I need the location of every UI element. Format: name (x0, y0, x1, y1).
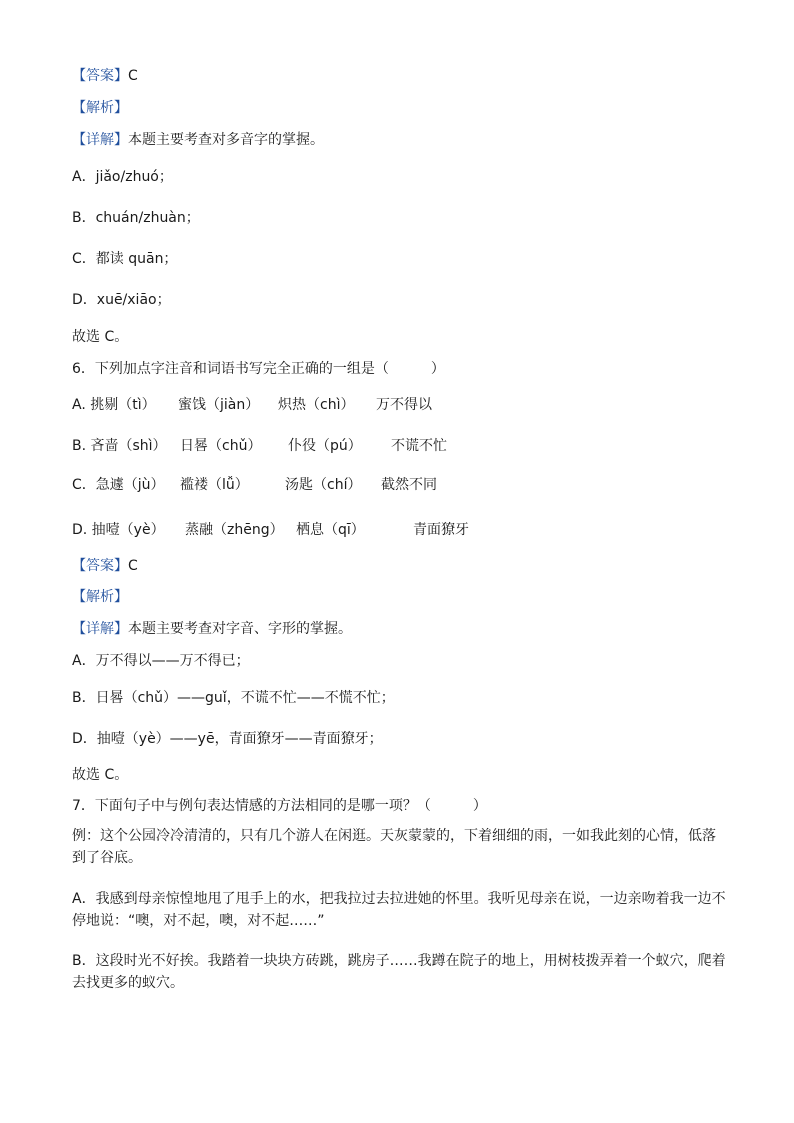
explanation-d: D．抽噎（yè）——yē，青面獠牙——青面獠牙； (72, 731, 383, 747)
detail-tag: 【详解】 (72, 621, 128, 637)
explanation-b: B．日晷（chǔ）——guǐ，不谎不忙——不慌不忙； (72, 690, 395, 706)
option-c-item: 截然不同 (381, 477, 437, 493)
answer-tag: 【答案】 (72, 68, 128, 84)
explanation-c: C．都读 quān； (72, 251, 178, 267)
option-d-item: D. 抽噎（yè） (72, 522, 165, 538)
analysis-tag: 【解析】 (72, 589, 128, 605)
option-c-item: 褴褛（lǚ） (180, 477, 249, 493)
answer-value: C (128, 558, 138, 574)
detail-text: 本题主要考查对字音、字形的掌握。 (128, 621, 352, 637)
answer-value: C (128, 68, 138, 84)
option-d-item: 蒸融（zhēng） (185, 522, 284, 538)
option-c-item: C．急遽（jù） (72, 477, 165, 493)
question-stem: 7．下面句子中与例句表达情感的方法相同的是哪一项？（ ） (72, 798, 487, 814)
detail-line (72, 131, 324, 149)
question-stem: 6．下列加点字注音和词语书写完全正确的一组是（ ） (72, 361, 445, 377)
option-a-item: 万不得以 (376, 397, 432, 413)
explanation-b: B．chuán/zhuàn； (72, 210, 200, 226)
option-b-text: B．这段时光不好挨。我踏着一块块方砖跳，跳房子……我蹲在院子的地上，用树枝拨弄着一个蚁穴，爬着去找更多的蚁穴。 (72, 953, 726, 991)
conclusion: 故选 C。 (72, 329, 129, 345)
detail-text: 本题主要考查对多音字的掌握。 (128, 132, 324, 148)
explanation-a: A．jiǎo/zhuó； (72, 169, 173, 185)
option-a-item: 蜜饯（jiàn） (178, 397, 260, 413)
option-b-item: 仆役（pú） (288, 438, 362, 454)
option-b-item: 不谎不忙 (391, 438, 447, 454)
option-b-item: 日晷（chǔ） (180, 438, 262, 454)
option-c-item: 汤匙（chí） (285, 477, 362, 493)
explanation-a: A．万不得以——万不得已； (72, 653, 250, 669)
answer-line (72, 67, 138, 85)
option-a-item: A. 挑剔（tì） (72, 397, 156, 413)
explanation-d: D．xuē/xiāo； (72, 292, 171, 308)
example-sentence: 例：这个公园冷冷清清的，只有几个游人在闲逛。天灰蒙蒙的，下着细细的雨，一如我此刻的心情，低落到了谷底。 (72, 828, 716, 866)
answer-tag: 【答案】 (72, 558, 128, 574)
answer-line (72, 557, 138, 575)
detail-line (72, 620, 352, 638)
option-b-item: B. 吝啬（shì） (72, 438, 167, 454)
analysis-tag: 【解析】 (72, 100, 128, 116)
option-a-text: A．我感到母亲惊惶地甩了甩手上的水，把我拉过去拉进她的怀里。我听见母亲在说，一边亲吻着我一边不停地说：“噢，对不起，噢，对不起……” (72, 891, 726, 929)
detail-tag: 【详解】 (72, 132, 128, 148)
option-d-item: 青面獠牙 (413, 522, 469, 538)
conclusion: 故选 C。 (72, 767, 129, 783)
option-d-item: 栖息（qī） (296, 522, 365, 538)
option-a-item: 炽热（chì） (278, 397, 355, 413)
